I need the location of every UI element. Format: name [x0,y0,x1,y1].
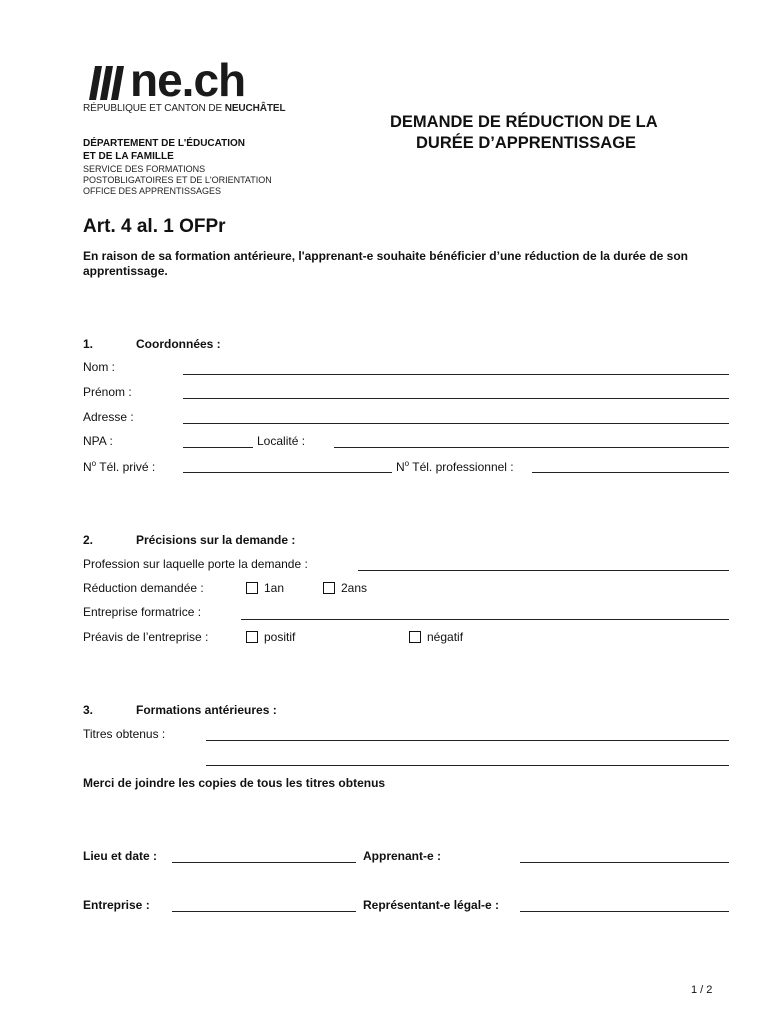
section-2-number: 2. [83,533,94,547]
lieu-date-label: Lieu et date : [83,849,158,863]
preavis-label: Préavis de l’entreprise : [83,630,209,644]
preavis-negatif-checkbox[interactable] [409,631,421,643]
section-3-number: 3. [83,703,94,717]
section-3-title: Formations antérieures : [136,703,277,717]
service-line-3: OFFICE DES APPRENTISSAGES [83,186,222,196]
localite-label: Localité : [257,434,306,448]
titres-field-2[interactable] [206,765,729,766]
republic-prefix: RÉPUBLIQUE ET CANTON DE [83,103,223,114]
document-title-line-2: DURÉE D’APPRENTISSAGE [416,134,637,152]
nom-label: Nom : [83,360,116,374]
titres-field-1[interactable] [206,740,729,741]
reduction-2ans-label: 2ans [341,581,368,595]
nom-field[interactable] [183,374,729,375]
adresse-field[interactable] [183,423,729,424]
section-1-number: 1. [83,337,94,351]
logo-text: ne.ch [130,54,246,106]
document-title [390,112,658,154]
ne-logo-icon [89,66,133,100]
service-line-2: POSTOBLIGATOIRES ET DE L'ORIENTATION [83,175,272,185]
tel-pro-n: N [396,460,405,474]
reduction-label: Réduction demandée : [83,581,204,595]
service-line-1: SERVICE DES FORMATIONS [83,164,206,174]
npa-field[interactable] [183,447,253,448]
section-1-title: Coordonnées : [136,337,221,351]
profession-label: Profession sur laquelle porte la demande : [83,557,308,571]
tel-prive-label [83,459,155,474]
republic-canton: NEUCHÂTEL [224,103,286,114]
apprenant-signature-field[interactable] [520,862,729,863]
tel-pro-label [396,459,514,474]
tel-pro-field[interactable] [532,472,729,473]
attachments-note: Merci de joindre les copies de tous les titres obtenus [83,776,386,790]
profession-field[interactable] [358,570,729,571]
tel-pro-sup: o [404,459,410,468]
tel-prive-sup: o [91,459,97,468]
department-line-2: ET DE LA FAMILLE [83,151,174,162]
department-name [83,137,245,163]
tel-prive-n: N [83,460,92,474]
service-name [83,164,272,197]
tel-prive-text: Tél. privé : [96,460,156,474]
npa-label: NPA : [83,434,113,448]
tel-prive-field[interactable] [183,472,392,473]
lieu-date-field[interactable] [172,862,356,863]
prenom-field[interactable] [183,398,729,399]
apprenant-label: Apprenant-e : [363,849,441,863]
prenom-label: Prénom : [83,385,132,399]
reduction-2ans-checkbox[interactable] [323,582,335,594]
adresse-label: Adresse : [83,410,134,424]
republic-label [83,103,285,114]
section-2-title: Précisions sur la demande : [136,533,296,547]
localite-field[interactable] [334,447,729,448]
preavis-positif-label: positif [264,630,296,644]
article-heading: Art. 4 al. 1 OFPr [83,216,226,237]
titres-label: Titres obtenus : [83,727,166,741]
document-title-line-1: DEMANDE DE RÉDUCTION DE LA [390,113,658,131]
entreprise-formatrice-label: Entreprise formatrice : [83,605,202,619]
page-number: 1 / 2 [691,984,713,996]
entreprise-signature-label: Entreprise : [83,898,150,912]
intro-text: En raison de sa formation antérieure, l'apprenant-e souhaite bénéficier d’une réduction de la durée de son apprentissage. [83,249,688,278]
tel-pro-text: Tél. professionnel : [409,460,514,474]
preavis-negatif-label: négatif [427,630,464,644]
representant-label: Représentant-e légal-e : [363,898,500,912]
reduction-1an-checkbox[interactable] [246,582,258,594]
reduction-1an-label: 1an [264,581,285,595]
preavis-positif-checkbox[interactable] [246,631,258,643]
department-line-1: DÉPARTEMENT DE L'ÉDUCATION [83,138,246,149]
representant-signature-field[interactable] [520,911,729,912]
entreprise-signature-field[interactable] [172,911,356,912]
entreprise-formatrice-field[interactable] [241,619,729,620]
